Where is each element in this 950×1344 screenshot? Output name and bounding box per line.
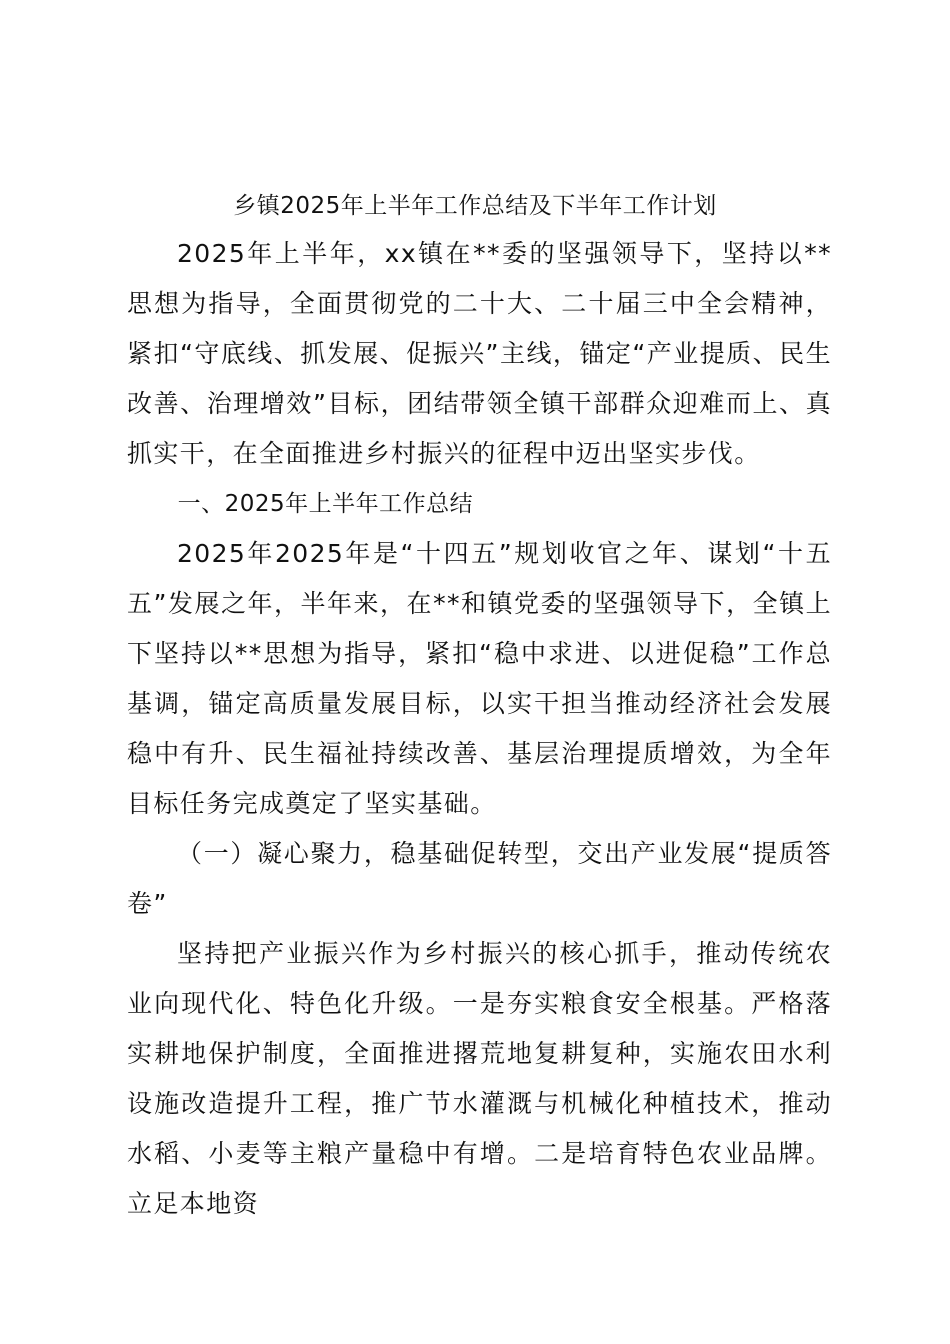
subsection-heading: （一）凝心聚力，稳基础促转型，交出产业发展“提质答卷” [127,839,832,918]
intro-paragraph: 2025年上半年，xx镇在**委的坚强领导下，坚持以**思想为指导，全面贯彻党的二十大、二十届三中全会精神，紧扣“守底线、抓发展、促振兴”主线，锚定“产业提质、民生改善、治理增效”目标，团结带领全镇干部群众迎难而上、真抓实干，在全面推进乡村振兴的征程中迈出坚实步伐。 [127,239,832,468]
industry-paragraph: 坚持把产业振兴作为乡村振兴的核心抓手，推动传统农业向现代化、特色化升级。一是夯实粮食安全根基。严格落实耕地保护制度，全面推进撂荒地复耕复种，实施农田水利设施改造提升工程，推广节水灌溉与机械化种植技术，推动水稻、小麦等主粮产量稳中有增。二是培育特色农业品牌。立足本地资 [127,939,832,1218]
document-title: 乡镇2025年上半年工作总结及下半年工作计划 [233,193,717,219]
summary-paragraph: 2025年2025年是“十四五”规划收官之年、谋划“十五五”发展之年，半年来，在**和镇党委的坚强领导下，全镇上下坚持以**思想为指导，紧扣“稳中求进、以进促稳”工作总基调，锚定高质量发展目标，以实干担当推动经济社会发展稳中有升、民生福祉持续改善、基层治理提质增效，为全年目标任务完成奠定了坚实基础。 [127,539,832,818]
section-heading: 一、2025年上半年工作总结 [177,491,474,517]
document-body [127,229,832,1229]
